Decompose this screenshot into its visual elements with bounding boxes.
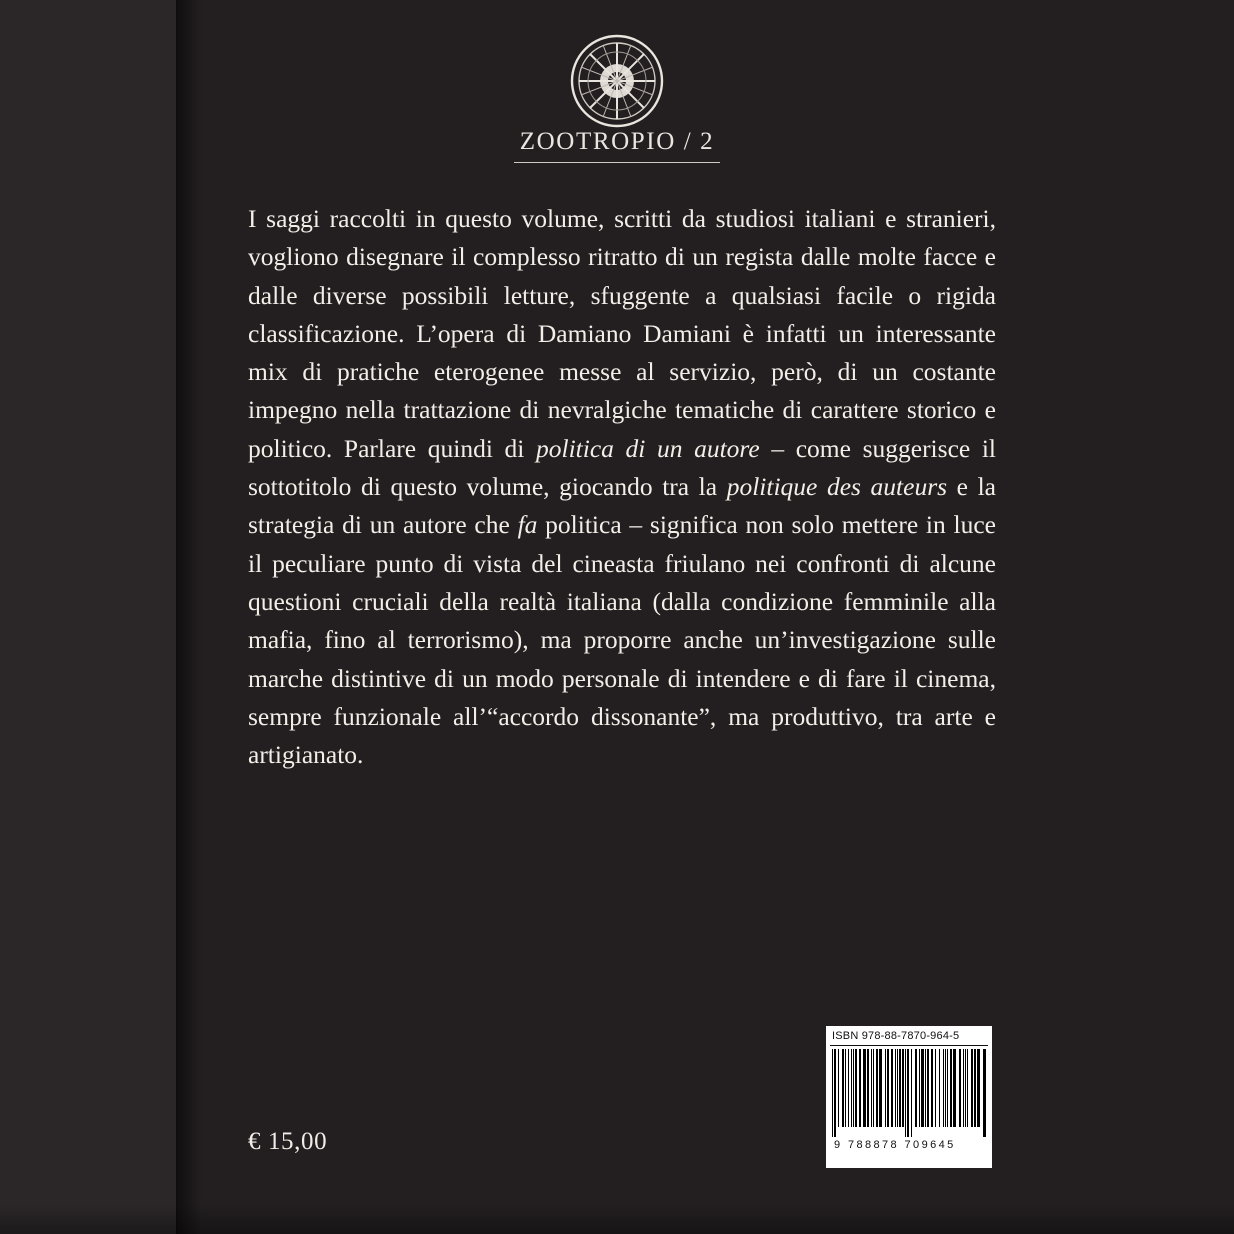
barcode-bars (832, 1049, 986, 1137)
bottom-shadow (0, 1204, 1234, 1234)
barcode-block (826, 1026, 992, 1168)
spine-strip (0, 0, 177, 1234)
blurb-italic-segment: politica di un autore (535, 433, 760, 463)
blurb-segment: e la strategia di un autore che (248, 472, 996, 540)
blurb-italic-segment: politique des auteurs (726, 472, 948, 502)
zootrope-disc-emblem (570, 34, 664, 128)
blurb-segment: I saggi raccolti in questo volume, scritti da studiosi italiani e stranieri, vogliono disegnare il complesso ritratto di un regista dalle molte facce e dalle diverse possibili letture, sfuggente a qualsiasi facile o rigida classificazione. L’opera di Damiano Damiani è infatti un interessante mix di pratiche eterogenee messe al servizio, però, di un costante impegno nella trattazione di nevralgiche tematiche di carattere storico e politico. Parlare quindi di (248, 204, 996, 463)
isbn-label: ISBN 978-88-7870-964-5 (832, 1030, 960, 1042)
series-label: ZOOTROPIO / 2 (514, 128, 720, 163)
blurb-italic-segment: fa (517, 510, 538, 540)
spine-edge-shadow (176, 0, 202, 1234)
price-label: € 15,00 (248, 1128, 328, 1155)
series-label-wrap (0, 128, 1234, 163)
isbn-divider (830, 1045, 988, 1046)
blurb-segment: – come suggerisce il sottotitolo di questo volume, giocando tra la (248, 433, 996, 502)
back-cover-blurb (248, 200, 996, 774)
ean-digits: 9 788878 709645 (834, 1139, 956, 1151)
blurb-segment: politica – significa non solo mettere in luce il peculiare punto di vista del cineasta friulano nei confronti di alcune questioni cruciali della realtà italiana (dalla condizione femminile alla mafia, fino al terrorismo), ma proporre anche un’investigazione sulle marche distintive di un modo personale di intendere e di fare il cinema, sempre funzionale all’“accordo dissonante”, ma produttivo, tra arte e artigianato. (248, 510, 996, 770)
